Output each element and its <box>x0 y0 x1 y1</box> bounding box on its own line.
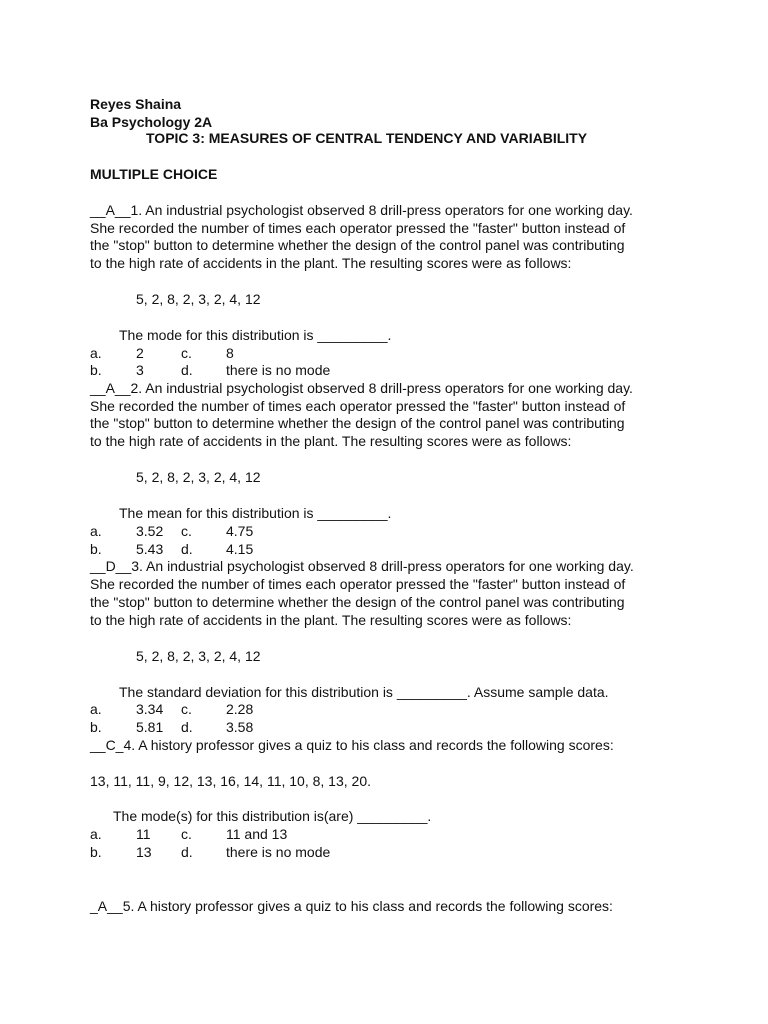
option-label: d. <box>181 541 193 557</box>
question-4-line-1 <box>90 736 614 754</box>
question-1-line-1 <box>90 201 633 219</box>
option-value: 4.75 <box>226 523 254 539</box>
question-5-line-1 <box>90 897 613 915</box>
question-1-scores: 5, 2, 8, 2, 3, 2, 4, 12 <box>136 291 261 307</box>
question-3-line-2: She recorded the number of times each operator pressed the "faster" button instead of <box>90 576 626 592</box>
question-2-line-4: to the high rate of accidents in the plant. The resulting scores were as follows: <box>90 433 572 449</box>
option-label: a. <box>90 345 102 361</box>
option-value: 3.58 <box>226 719 254 735</box>
question-1-line-3: the "stop" button to determine whether the design of the control panel was contributing <box>90 237 625 253</box>
option-label: b. <box>90 844 102 860</box>
question-2-prompt: The mean for this distribution is _________. <box>119 505 392 521</box>
question-5-text: 5. A history professor gives a quiz to his class and records the following scores: <box>122 898 613 914</box>
question-4-answer: __C_ <box>90 737 124 753</box>
question-3-answer: __D__ <box>90 558 132 574</box>
question-1-line-2: She recorded the number of times each operator pressed the "faster" button instead of <box>90 220 626 236</box>
question-1-line-4: to the high rate of accidents in the plant. The resulting scores were as follows: <box>90 255 572 271</box>
option-label: c. <box>181 701 192 717</box>
question-2-text: 2. An industrial psychologist observed 8 drill-press operators for one working day. <box>130 380 633 396</box>
course-name: Ba Psychology 2A <box>90 114 213 130</box>
option-label: a. <box>90 701 102 717</box>
option-value: 3.34 <box>136 701 164 717</box>
option-value: 5.81 <box>136 719 164 735</box>
option-label: b. <box>90 362 102 378</box>
question-2-scores: 5, 2, 8, 2, 3, 2, 4, 12 <box>136 469 261 485</box>
option-value: 11 <box>136 826 151 842</box>
option-label: b. <box>90 719 102 735</box>
option-value: 3 <box>136 362 144 378</box>
option-label: b. <box>90 541 102 557</box>
question-4-prompt: The mode(s) for this distribution is(are) _________. <box>113 808 432 824</box>
option-value: 11 and 13 <box>226 826 288 842</box>
section-heading: MULTIPLE CHOICE <box>90 166 218 182</box>
option-value: 2.28 <box>226 701 254 717</box>
question-1-answer: __A__ <box>90 202 131 218</box>
option-value: 2 <box>136 345 144 361</box>
question-3-text: 3. An industrial psychologist observed 8 drill-press operators for one working day. <box>131 558 634 574</box>
question-5-answer: _A__ <box>90 898 123 914</box>
question-3-prompt: The standard deviation for this distribution is _________. Assume sample data. <box>119 684 609 700</box>
question-4-scores: 13, 11, 11, 9, 12, 13, 16, 14, 11, 10, 8, 13, 20. <box>90 773 371 789</box>
question-4-text: 4. A history professor gives a quiz to his class and records the following scores: <box>123 737 614 753</box>
option-label: d. <box>181 362 193 378</box>
option-value: 8 <box>226 345 234 361</box>
question-2-line-3: the "stop" button to determine whether the design of the control panel was contributing <box>90 415 625 431</box>
question-2-answer: __A__ <box>90 380 131 396</box>
option-value: there is no mode <box>226 362 331 378</box>
option-value: 4.15 <box>226 541 254 557</box>
question-2-line-2: She recorded the number of times each operator pressed the "faster" button instead of <box>90 398 626 414</box>
question-1-text: 1. An industrial psychologist observed 8 drill-press operators for one working day. <box>130 202 633 218</box>
option-value: there is no mode <box>226 844 331 860</box>
option-label: d. <box>181 719 193 735</box>
question-3-scores: 5, 2, 8, 2, 3, 2, 4, 12 <box>136 648 261 664</box>
question-3-line-1 <box>90 557 634 575</box>
question-3-line-3: the "stop" button to determine whether the design of the control panel was contributing <box>90 594 625 610</box>
question-2-line-1 <box>90 379 633 397</box>
option-label: c. <box>181 345 192 361</box>
topic-title: TOPIC 3: MEASURES OF CENTRAL TENDENCY AND VARIABILITY <box>146 130 588 146</box>
option-value: 5.43 <box>136 541 164 557</box>
question-1-prompt: The mode for this distribution is _________. <box>119 327 392 343</box>
option-label: a. <box>90 826 102 842</box>
option-value: 13 <box>136 844 152 860</box>
question-3-line-4: to the high rate of accidents in the plant. The resulting scores were as follows: <box>90 612 572 628</box>
option-label: c. <box>181 826 192 842</box>
option-value: 3.52 <box>136 523 164 539</box>
option-label: c. <box>181 523 192 539</box>
option-label: a. <box>90 523 102 539</box>
student-name: Reyes Shaina <box>90 96 182 112</box>
option-label: d. <box>181 844 193 860</box>
